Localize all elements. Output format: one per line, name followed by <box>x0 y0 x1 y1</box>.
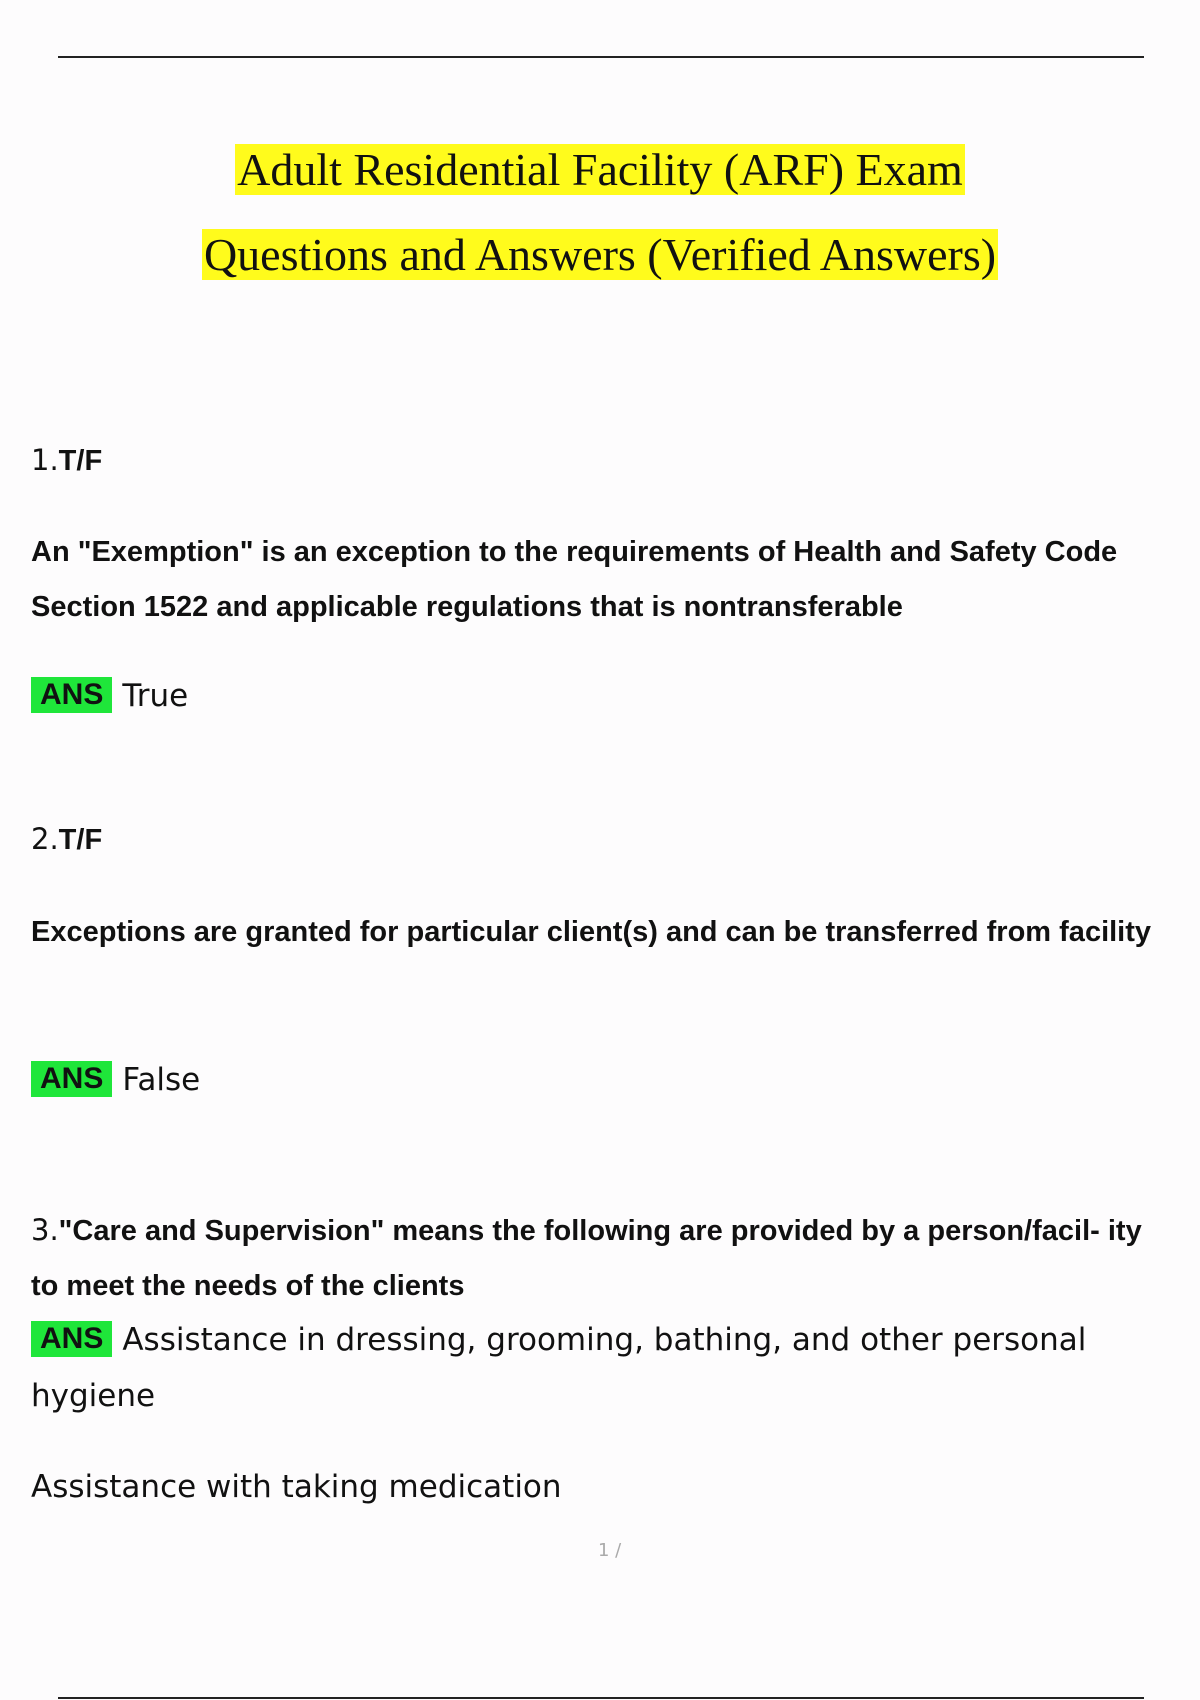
question-1-text: An "Exemption" is an exception to the requirements of Health and Safety Code Section 1522 and applicable regulations that is nontransferable <box>31 536 1118 623</box>
document-title-line-2: Questions and Answers (Verified Answers) <box>203 229 997 280</box>
answer-text: True <box>122 678 189 714</box>
question-2 <box>31 822 1171 857</box>
question-1-answer <box>31 668 1171 724</box>
answer-badge: ANS <box>31 1321 112 1357</box>
answer-text: False <box>122 1062 201 1098</box>
question-3-answer-extra: Assistance with taking medication <box>31 1469 562 1505</box>
question-type: T/F <box>58 824 103 856</box>
question-number: 2. <box>31 822 59 856</box>
question-3-answer <box>31 1312 1171 1424</box>
question-3-text: "Care and Supervision" means the following are provided by a person/facil- ity to meet the needs of the clients <box>31 1215 1142 1302</box>
question-number: 1. <box>31 443 59 477</box>
question-2-answer <box>31 1052 1171 1108</box>
answer-text: Assistance in dressing, grooming, bathing, and other personal hygiene <box>31 1322 1087 1414</box>
answer-badge: ANS <box>31 677 112 713</box>
top-rule <box>58 56 1144 58</box>
question-type: T/F <box>58 445 103 477</box>
question-1 <box>31 443 1171 478</box>
bottom-rule <box>58 1697 1144 1699</box>
answer-badge: ANS <box>31 1061 112 1097</box>
question-3 <box>31 1203 1151 1314</box>
question-2-text: Exceptions are granted for particular client(s) and can be transferred from facility <box>31 916 1152 948</box>
document-title-line-1: Adult Residential Facility (ARF) Exam <box>237 144 963 195</box>
page-marker: 1 / <box>598 1540 622 1561</box>
question-number: 3. <box>31 1213 59 1247</box>
